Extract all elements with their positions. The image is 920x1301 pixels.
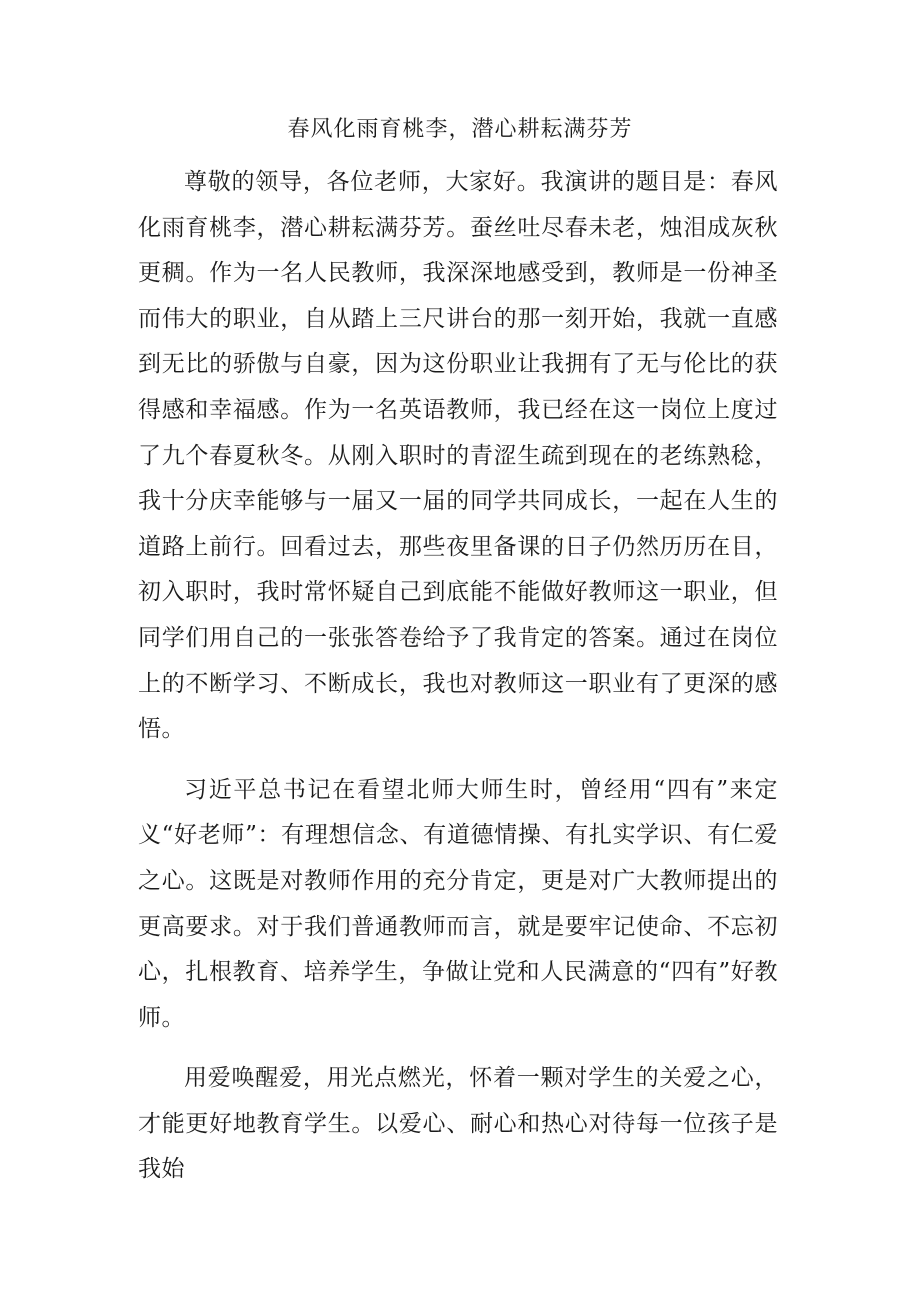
paragraph-3: 用爱唤醒爱，用光点燃光，怀着一颗对学生的关爱之心，才能更好地教育学生。以爱心、耐心和热心对待每一位孩子是我始 xyxy=(138,1065,778,1183)
paragraph-2: 习近平总书记在看望北师大师生时，曾经用“四有”来定义“好老师”：有理想信念、有道德情操、有扎实学识、有仁爱之心。这既是对教师作用的充分肯定，更是对广大教师提出的更高要求。对于我们普通教师而言，就是要牢记使命、不忘初心，扎根教育、培养学生，争做让党和人民满意的“四有”好教师。 xyxy=(138,776,778,1031)
document-title: 春风化雨育桃李，潜心耕耘满芬芳 xyxy=(287,117,633,142)
paragraph-1: 尊敬的领导，各位老师，大家好。我演讲的题目是：春风化雨育桃李，潜心耕耘满芬芳。蚕丝吐尽春未老，烛泪成灰秋更稠。作为一名人民教师，我深深地感受到，教师是一份神圣而伟大的职业，自从踏上三尺讲台的那一刻开始，我就一直感到无比的骄傲与自豪，因为这份职业让我拥有了无与伦比的获得感和幸福感。作为一名英语教师，我已经在这一岗位上度过了九个春夏秋冬。从刚入职时的青涩生疏到现在的老练熟稔，我十分庆幸能够与一届又一届的同学共同成长，一起在人生的道路上前行。回看过去，那些夜里备课的日子仍然历历在目，初入职时，我时常怀疑自己到底能不能做好教师这一职业，但同学们用自己的一张张答卷给予了我肯定的答案。通过在岗位上的不断学习、不断成长，我也对教师这一职业有了更深的感悟。 xyxy=(138,169,778,743)
document-body xyxy=(138,160,778,1208)
